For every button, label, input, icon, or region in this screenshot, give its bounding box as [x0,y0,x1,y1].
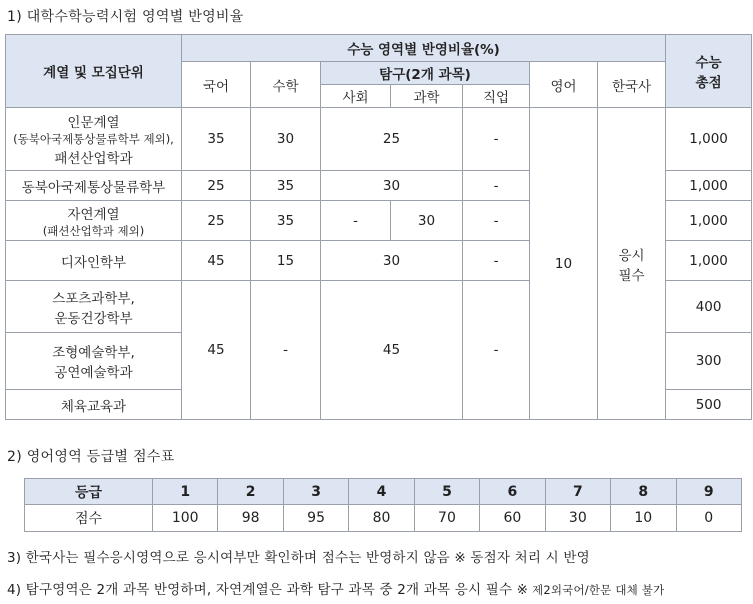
grade-cell: 6 [480,479,545,505]
vocational-cell: - [463,201,530,241]
row-label [6,333,182,390]
row-name: 인문계열 [67,115,120,131]
note-3: 3) 한국사는 필수응시영역으로 응시여부만 확인하며 점수는 반영하지 않음 ※ 동점자 처리 시 반영 [7,550,590,566]
section2-heading: 2) 영어영역 등급별 점수표 [7,449,175,465]
total-cell: 400 [666,281,752,333]
total-cell: 1,000 [666,201,752,241]
note-4-small: 제2외국어/한문 대체 불가 [528,583,665,597]
total-header-line2: 총점 [695,75,722,91]
math-cell: 35 [251,171,321,201]
row-name: 스포츠과학부, [52,290,135,307]
score-cell: 0 [676,505,742,532]
history-header: 한국사 [598,62,666,108]
grade-label: 등급 [25,479,153,505]
history-line1: 응시 [618,247,645,264]
row-sub: (패션산업학과 제외) [42,223,145,238]
score-cell: 80 [349,505,414,532]
social-header: 사회 [321,85,391,108]
score-cell: 70 [414,505,479,532]
math-header: 수학 [251,62,321,108]
total-header [666,35,752,108]
section1-heading: 1) 대학수학능력시험 영역별 반영비율 [7,9,244,25]
arts-math-cell: - [251,281,321,420]
vocational-header: 직업 [463,85,530,108]
row-label [6,108,182,171]
math-cell: 35 [251,201,321,241]
category-header: 계열 및 모집단위 [6,35,182,108]
total-cell: 1,000 [666,171,752,201]
math-cell: 30 [251,108,321,171]
total-cell: 1,000 [666,108,752,171]
grade-cell: 1 [153,479,218,505]
total-header-line1: 수능 [695,55,722,71]
row-name2: 패션산업학과 [54,151,133,167]
science-cell: 30 [391,201,463,241]
korean-cell: 45 [182,241,251,281]
row-label [6,201,182,241]
row-label [6,281,182,333]
total-cell: 300 [666,333,752,390]
row-name: 자연계열 [67,206,120,223]
grade-cell: 8 [611,479,676,505]
score-cell: 10 [611,505,676,532]
row-name2: 운동건강학부 [54,310,133,327]
row-name2: 공연예술학과 [54,365,133,381]
grade-cell: 7 [545,479,610,505]
inquiry-cell: 25 [321,108,463,171]
arts-inquiry-cell: 45 [321,281,463,420]
korean-cell: 25 [182,171,251,201]
score-cell: 98 [218,505,283,532]
grade-cell: 9 [676,479,742,505]
vocational-cell: - [463,108,530,171]
arts-korean-cell: 45 [182,281,251,420]
arts-vocational-cell: - [463,281,530,420]
math-cell: 15 [251,241,321,281]
note-4 [7,578,664,598]
score-label: 점수 [25,505,153,532]
grade-cell: 5 [414,479,479,505]
row-name: 조형예술학부, [52,345,135,361]
english-merged-cell: 10 [530,108,598,420]
english-header: 영어 [530,62,598,108]
history-merged-cell [598,108,666,420]
score-cell: 95 [283,505,348,532]
vocational-cell: - [463,241,530,281]
reflection-ratio-table [5,34,752,420]
score-cell: 30 [545,505,610,532]
inquiry-cell: 30 [321,171,463,201]
row-label: 체육교육과 [6,390,182,420]
vocational-cell: - [463,171,530,201]
ratio-group-header: 수능 영역별 반영비율(%) [182,35,666,62]
inquiry-header: 탐구(2개 과목) [321,62,530,85]
row-sub: (동북아국제통상물류학부 제외), [13,132,174,146]
history-line2: 필수 [618,267,645,284]
total-cell: 500 [666,390,752,420]
row-label: 디자인학부 [6,241,182,281]
grade-cell: 2 [218,479,283,505]
korean-cell: 35 [182,108,251,171]
grade-cell: 4 [349,479,414,505]
inquiry-cell: 30 [321,241,463,281]
korean-cell: 25 [182,201,251,241]
note-4-main: 4) 탐구영역은 2개 과목 반영하며, 자연계열은 과학 탐구 과목 중 2개 과목 응시 필수 ※ [7,582,529,598]
science-header: 과학 [391,85,463,108]
score-cell: 60 [480,505,545,532]
total-cell: 1,000 [666,241,752,281]
grade-cell: 3 [283,479,348,505]
social-cell: - [321,201,391,241]
table-row [6,108,752,171]
score-cell: 100 [153,505,218,532]
korean-header: 국어 [182,62,251,108]
english-grade-table [24,478,742,532]
row-label: 동북아국제통상물류학부 [6,171,182,201]
